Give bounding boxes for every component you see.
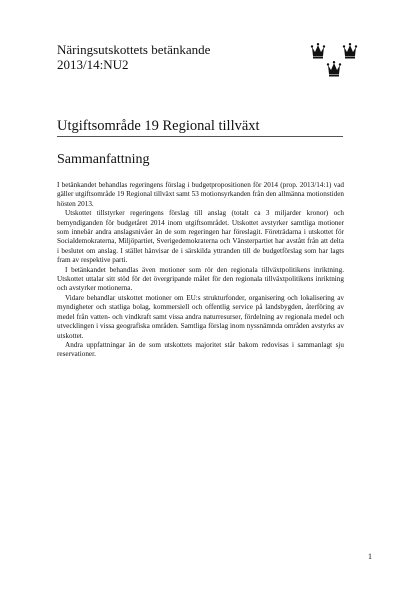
paragraph: I betänkandet behandlas regeringens förslag i budgetpropositionen för 2014 (prop. 2013/14:1) vad gäller utgiftsområde 19 Regional tillväxt samt 53 motionsyrkanden från den allmänna motionstiden hösten 2013.: [57, 181, 344, 208]
paragraph: I betänkandet behandlas även motioner som rör den regionala tillväxtpolitikens inriktning. Utskottet uttalar sitt stöd för det övergripande målet för den regionala tillväxtpolitikens inriktning och avstyrker motionerna.: [57, 265, 344, 293]
three-crowns-icon: [310, 42, 360, 78]
document-header: [57, 42, 297, 72]
report-id: 2013/14:NU2: [57, 57, 129, 72]
paragraph: Andra uppfattningar än de som utskottets majoritet står bakom redovisas i sammanlagt sju reservationer.: [57, 340, 344, 359]
section-title: Utgiftsområde 19 Regional tillväxt: [57, 118, 260, 134]
title-divider: [57, 136, 343, 137]
page-number: 1: [368, 552, 372, 561]
summary-body: [57, 181, 344, 360]
paragraph: Utskottet tillstyrker regeringens förslag till anslag (totalt ca 3 miljarder kronor) och bemyndiganden för budgetåret 2014 inom utgiftsområdet. Utskottet avstyrker samtliga motioner som innebär andra anslagsnivåer än de som regeringen har föreslagit. Företrädarna i utskottet för Socialdemokraterna, Miljöpartiet, Sverigedemokraterna och Vänsterpartiet har avstått från att delta i beslutet om anslag. I stället hänvisar de i särskilda yttranden till de budgetförslag som har lagts fram av respektive parti.: [57, 209, 344, 265]
paragraph: Vidare behandlar utskottet motioner om EU:s strukturfonder, organisering och lokalisering av myndigheter och statliga bolag, kommersiell och offentlig service på landsbygden, återföring av medel från vatten- och vindkraft samt vissa andra naturresurser, fördelning av regionala medel och utvecklingen i vissa geografiska områden. Samtliga förslag inom nyssnämnda områden avstyrks av utskottet.: [57, 293, 344, 340]
summary-heading: Sammanfattning: [57, 152, 150, 167]
committee-name: Näringsutskottets betänkande: [57, 42, 211, 57]
